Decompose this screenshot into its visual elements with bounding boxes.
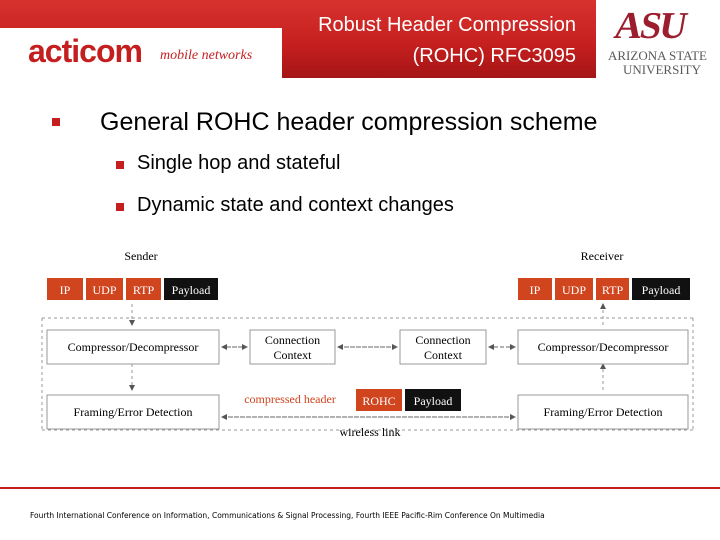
sender-framing-label: Framing/Error Detection bbox=[73, 405, 193, 419]
receiver-ip-label: IP bbox=[529, 283, 541, 297]
receiver-framing-label: Framing/Error Detection bbox=[543, 405, 663, 419]
asu-logo-mark: ASU bbox=[611, 5, 689, 47]
sender-rtp-label: RTP bbox=[132, 283, 155, 297]
slide-title-line1: Robust Header Compression bbox=[318, 14, 576, 36]
footer-citation: Fourth International Conference on Information, Communications & Signal Processing, Fourth IEEE Pacific-Rim Conference On Multimedia bbox=[30, 511, 545, 520]
compressed-payload-label: Payload bbox=[413, 394, 453, 408]
receiver-label: Receiver bbox=[580, 249, 624, 263]
bullet-sub-1: Single hop and stateful bbox=[137, 152, 341, 174]
asu-name-line1: ARIZONA STATE bbox=[608, 48, 707, 63]
slide-title-line2: (ROHC) RFC3095 bbox=[412, 45, 576, 67]
receiver-context-line2: Context bbox=[424, 348, 462, 362]
sender-ip-label: IP bbox=[59, 283, 71, 297]
acticom-tagline: mobile networks bbox=[160, 48, 253, 63]
bullet-main: General ROHC header compression scheme bbox=[100, 108, 598, 136]
sender-payload-label: Payload bbox=[171, 283, 211, 297]
bullet-sub-2: Dynamic state and context changes bbox=[137, 194, 454, 216]
sender-context-line1: Connection bbox=[264, 333, 321, 347]
rohc-header-label: ROHC bbox=[362, 394, 396, 408]
sender-compressor-label: Compressor/Decompressor bbox=[67, 340, 199, 354]
footer-divider bbox=[0, 487, 720, 489]
receiver-udp-label: UDP bbox=[561, 283, 587, 297]
acticom-brand: acticom bbox=[28, 33, 142, 69]
sender-label: Sender bbox=[124, 249, 158, 263]
compressed-header-label: compressed header bbox=[244, 392, 336, 406]
receiver-rtp-label: RTP bbox=[601, 283, 624, 297]
wireless-link-label: wireless link bbox=[339, 425, 401, 439]
receiver-compressor-label: Compressor/Decompressor bbox=[537, 340, 669, 354]
receiver-payload-label: Payload bbox=[641, 283, 681, 297]
receiver-context-line1: Connection bbox=[415, 333, 471, 347]
sender-udp-label: UDP bbox=[92, 283, 117, 297]
asu-name-line2: UNIVERSITY bbox=[623, 62, 701, 77]
sender-context-line2: Context bbox=[273, 348, 312, 362]
